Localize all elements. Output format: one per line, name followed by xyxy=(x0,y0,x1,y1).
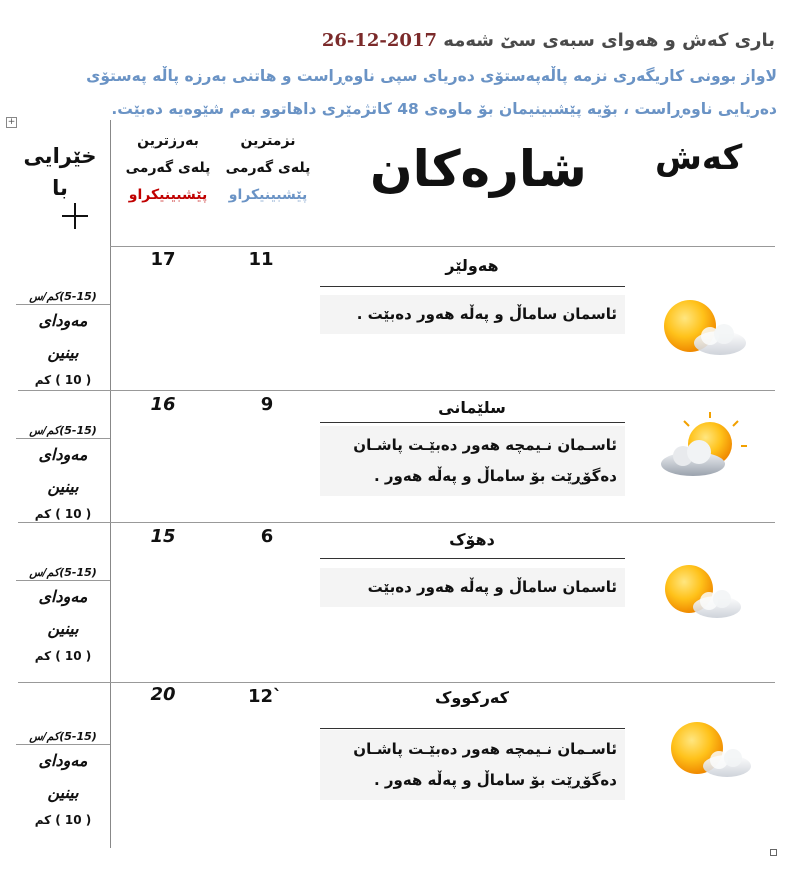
table-resize-handle[interactable] xyxy=(770,849,777,856)
max-temp: 17 xyxy=(150,249,176,270)
visibility-label-2: بینین xyxy=(47,783,79,802)
wind-speed: (5-15)کم/س xyxy=(16,730,110,745)
visibility-label-2: بینین xyxy=(47,477,79,496)
header-max-line-3: پێشبینیکراو xyxy=(128,187,208,203)
sun-cloud-icon xyxy=(645,555,745,635)
weather-description xyxy=(320,426,625,496)
visibility-distance: ( 10 ) کم xyxy=(34,373,92,387)
header-min-line-3: پێشبینیکراو xyxy=(228,187,308,203)
visibility-distance: ( 10 ) کم xyxy=(34,813,92,827)
city-name: سلێمانی xyxy=(438,398,506,417)
row-divider xyxy=(110,246,775,247)
column-divider xyxy=(110,120,111,848)
sun-cloud-icon xyxy=(655,712,755,792)
visibility-label: مەودای xyxy=(38,311,88,330)
visibility-label: مەودای xyxy=(38,587,88,606)
intro-line-1: لاواز بوونی کاریگەری نزمە پاڵەپەستۆی دەریای سپی ناوەڕاست و هاتنی بەرزە پاڵە پەستۆی xyxy=(86,67,777,85)
weather-description xyxy=(320,568,625,607)
description-line: دەگۆڕێت بۆ ساماڵ و پەڵە هەور . xyxy=(373,771,617,789)
header-min-temp xyxy=(218,128,318,209)
max-temp: 20 xyxy=(150,684,176,705)
max-temp: 16 xyxy=(150,394,176,415)
header-weather: کەش xyxy=(655,138,743,178)
wind-speed: (5-15)کم/س xyxy=(16,424,110,439)
visibility-distance: ( 10 ) کم xyxy=(34,649,92,663)
intro-text xyxy=(7,60,777,126)
header-min-line-2: پلەی گەرمی xyxy=(225,160,311,176)
city-name: هەولێر xyxy=(445,256,499,275)
city-underline xyxy=(320,728,625,729)
min-temp: 9 xyxy=(260,394,274,415)
visibility-distance: ( 10 ) کم xyxy=(34,507,92,521)
weather-description xyxy=(320,730,625,800)
sun-cloud-icon xyxy=(650,288,750,368)
description-line: ئاسـمان نـیمچە هەور دەبێـت پاشـان xyxy=(353,740,617,758)
city-name: کەرکووک xyxy=(435,688,509,707)
max-temp: 15 xyxy=(150,526,176,547)
city-name: دهۆک xyxy=(449,530,495,549)
visibility-label-2: بینین xyxy=(47,343,79,362)
visibility-label: مەودای xyxy=(38,751,88,770)
header-min-line-1: نزمترین xyxy=(240,133,296,149)
cloud-sun-icon xyxy=(655,412,755,492)
description-line: ئاسـمان نـیمچە هەور دەبێـت پاشـان xyxy=(353,436,617,454)
visibility-label: مەودای xyxy=(38,445,88,464)
min-temp: 6 xyxy=(260,526,274,547)
wind-visibility xyxy=(16,730,110,831)
header-wind xyxy=(20,140,100,204)
wind-visibility xyxy=(16,566,110,667)
weather-description xyxy=(320,295,625,334)
header-max-line-2: پلەی گەرمی xyxy=(125,160,211,176)
header-cities: شارەکان xyxy=(370,140,587,198)
min-temp: 11 xyxy=(248,249,274,270)
city-underline xyxy=(320,558,625,559)
wind-visibility xyxy=(16,424,110,525)
title-text: باری کەش و هەوای سبەی سێ شەمە xyxy=(443,30,775,51)
table-move-handle-icon[interactable]: + xyxy=(7,117,16,127)
wind-visibility xyxy=(16,290,110,391)
city-underline xyxy=(320,422,625,423)
city-underline xyxy=(320,286,625,287)
description-line: دەگۆڕێت بۆ ساماڵ و پەڵە هەور . xyxy=(373,467,617,485)
header-wind-line-2: با xyxy=(52,176,68,200)
row-divider xyxy=(18,522,775,523)
header-max-line-1: بەرزترین xyxy=(137,133,199,149)
title-date: 2017-12-26 xyxy=(321,30,438,51)
visibility-label-2: بینین xyxy=(47,619,79,638)
plus-icon xyxy=(62,203,88,229)
row-divider xyxy=(18,682,775,683)
description-line: ئاسمان ساماڵ و پەڵە هەور دەبێت . xyxy=(356,305,617,323)
wind-speed: (5-15)کم/س xyxy=(16,566,110,581)
row-divider xyxy=(18,390,775,391)
description-line: ئاسمان ساماڵ و پەڵە هەور دەبێت xyxy=(367,578,617,596)
page-title xyxy=(312,30,775,51)
header-max-temp xyxy=(118,128,218,209)
wind-speed: (5-15)کم/س xyxy=(16,290,110,305)
intro-line-2: دەریایی ناوەڕاست ، بۆیە پێشبینیمان بۆ ماوەی 48 کاتژمێری داهاتوو بەم شێوەیە دەبێت. xyxy=(111,100,777,118)
min-temp: 12` xyxy=(247,686,283,707)
header-wind-line-1: خێرایی xyxy=(23,144,97,168)
